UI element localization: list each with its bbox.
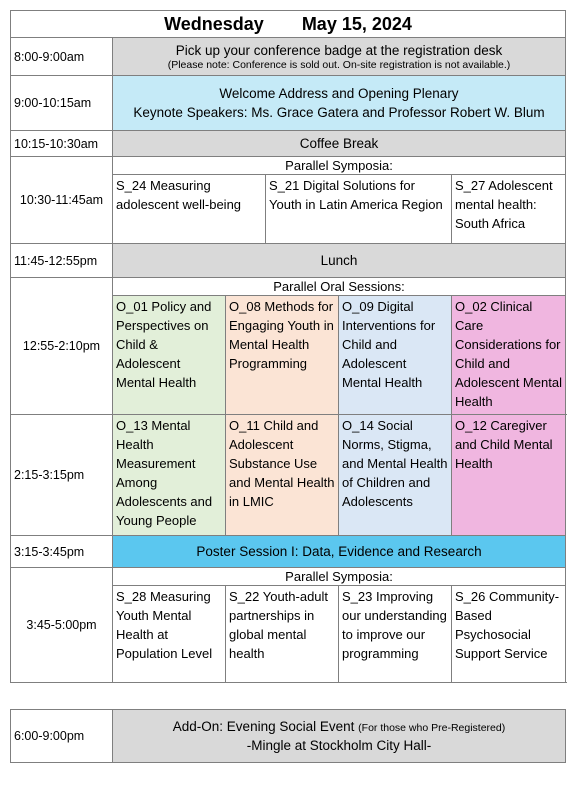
registration-title: Pick up your conference badge at the registration desk bbox=[175, 42, 503, 58]
plenary-title: Welcome Address and Opening Plenary bbox=[219, 86, 459, 101]
day-label: Wednesday bbox=[164, 14, 264, 34]
time-poster: 3:15-3:45pm bbox=[11, 536, 113, 568]
time-addon: 6:00-9:00pm bbox=[11, 710, 113, 763]
addon-title: Add-On: Evening Social Event bbox=[172, 719, 355, 734]
symposia-1-header: Parallel Symposia: bbox=[113, 157, 566, 175]
addon-cell bbox=[113, 710, 566, 763]
time-plenary: 9:00-10:15am bbox=[11, 76, 113, 131]
addon-note: (For those who Pre-Registered) bbox=[358, 722, 506, 734]
symposia-2-header: Parallel Symposia: bbox=[113, 568, 566, 586]
session-s24: S_24 Measuring adolescent well-being bbox=[113, 175, 266, 244]
time-lunch: 11:45-12:55pm bbox=[11, 244, 113, 278]
session-o01: O_01 Policy and Perspectives on Child & Adolescent Mental Health bbox=[113, 296, 226, 415]
coffee-break: Coffee Break bbox=[113, 131, 566, 157]
registration-cell bbox=[113, 38, 566, 76]
oral-header: Parallel Oral Sessions: bbox=[113, 278, 566, 296]
time-oral-1: 12:55-2:10pm bbox=[11, 278, 113, 415]
session-s21: S_21 Digital Solutions for Youth in Latin America Region bbox=[266, 175, 452, 244]
session-o09: O_09 Digital Interventions for Child and Adolescent Mental Health bbox=[339, 296, 452, 415]
time-oral-2: 2:15-3:15pm bbox=[11, 415, 113, 536]
session-s28: S_28 Measuring Youth Mental Health at Population Level bbox=[113, 586, 226, 683]
session-o02: O_02 Clinical Care Considerations for Child and Adolescent Mental Health bbox=[452, 296, 566, 415]
plenary-speakers: Keynote Speakers: Ms. Grace Gatera and Professor Robert W. Blum bbox=[133, 105, 545, 120]
session-o13: O_13 Mental Health Measurement Among Adolescents and Young People bbox=[113, 415, 226, 536]
date-label: May 15, 2024 bbox=[301, 14, 412, 34]
poster-session: Poster Session I: Data, Evidence and Research bbox=[113, 536, 566, 568]
registration-note: (Please note: Conference is sold out. On-site registration is not available.) bbox=[167, 58, 511, 71]
session-s22: S_22 Youth-adult partnerships in global mental health bbox=[226, 586, 339, 683]
session-o14: O_14 Social Norms, Stigma, and Mental Health of Children and Adolescents bbox=[339, 415, 452, 536]
session-o11: O_11 Child and Adolescent Substance Use and Mental Health in LMIC bbox=[226, 415, 339, 536]
session-s23: S_23 Improving our understanding to improve our programming bbox=[339, 586, 452, 683]
time-coffee: 10:15-10:30am bbox=[11, 131, 113, 157]
session-o08: O_08 Methods for Engaging Youth in Mental Health Programming bbox=[226, 296, 339, 415]
day-title bbox=[11, 11, 566, 38]
addon-subtitle: -Mingle at Stockholm City Hall- bbox=[246, 738, 432, 753]
time-symposia-1: 10:30-11:45am bbox=[11, 157, 113, 244]
lunch: Lunch bbox=[113, 244, 566, 278]
session-o12: O_12 Caregiver and Child Mental Health bbox=[452, 415, 566, 536]
addon-table bbox=[10, 709, 566, 763]
time-registration: 8:00-9:00am bbox=[11, 38, 113, 76]
session-s26: S_26 Community-Based Psychosocial Support Service bbox=[452, 586, 566, 683]
session-s27: S_27 Adolescent mental health: South Africa bbox=[452, 175, 566, 244]
plenary-cell bbox=[113, 76, 566, 131]
schedule-table bbox=[10, 10, 566, 683]
time-symposia-2: 3:45-5:00pm bbox=[11, 568, 113, 683]
